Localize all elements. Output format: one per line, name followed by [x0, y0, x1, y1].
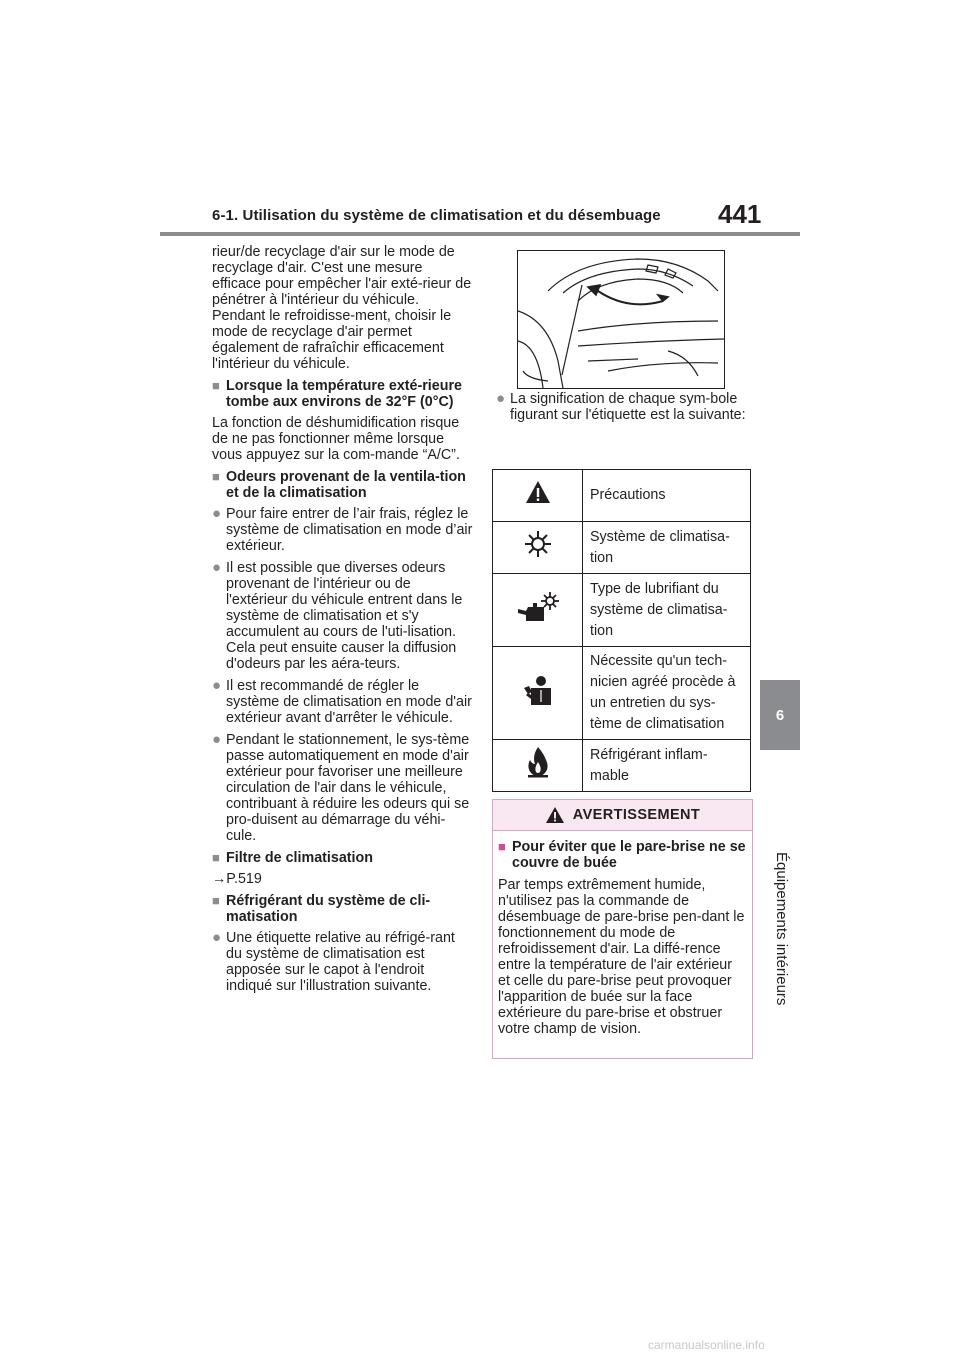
table-row: [493, 470, 751, 522]
square-bullet-icon: ■: [212, 893, 220, 908]
list-item: ● Il est possible que diverses odeurs provenant de l'intérieur ou de l'extérieur du véhicule entrent dans le système de climatisation et s'y accumulent au cours de l'uti-lisation. Cela peut ensuite causer la diffusion d'odeurs par les aéra-teurs.: [212, 559, 463, 672]
left-column: [212, 244, 474, 1000]
page-reference-link[interactable]: →P.519: [212, 871, 262, 887]
table-row: [493, 740, 751, 792]
chapter-label: Équipements intérieurs: [773, 852, 790, 1006]
intro-paragraph: rieur/de recyclage d'air sur le mode de recyclage d'air. C'est une mesure efficace pour empêcher l'air exté-rieur de pénétrer à l'intérieur du véhicule. Pendant le refroidisse-ment, choisir le mode de recyclage d'air permet également de rafraîchir efficacement l'intérieur du véhicule.: [212, 244, 472, 372]
chapter-tab[interactable]: 6: [760, 680, 800, 750]
symbol-intro: [496, 391, 746, 429]
list-item: ● Pour faire entrer de l’air frais, réglez le système de climatisation en mode d’air extérieur.: [212, 505, 473, 554]
heading-temperature: ■ Lorsque la température exté-rieure tombe aux environs de 32°F (0°C): [212, 378, 462, 410]
header-divider: [160, 232, 800, 236]
warning-body: [493, 831, 752, 1037]
list-item: ● Pendant le stationnement, le sys-tème passe automatiquement en mode d'air extérieur pour favoriser une meilleure circulation de l'air dans le véhicule, contribuant à réduire les odeurs qui se pro-duisent au démarrage du véhi-cule.: [212, 731, 470, 844]
list-item: ● Il est recommandé de régler le système de climatisation en mode d'air extérieur avant d'arrêter le véhicule.: [212, 677, 472, 726]
round-bullet-icon: ●: [212, 929, 222, 946]
technician-icon: [493, 647, 583, 740]
symbol-description: Précautions: [583, 470, 751, 522]
warning-triangle-icon: [493, 470, 583, 522]
oil-can-snowflake-icon: [493, 574, 583, 647]
warning-text: Par temps extrêmement humide, n'utilisez pas la commande de désembuage de pare-brise pen-dant le fonctionnement du mode de refroidissement d'air. La diffé-rence entre la température de l'air extérieur et celle du pare-brise peut provoquer l'apparition de buée sur la face extérieure du pare-brise et obstruer votre champ de vision.: [498, 877, 745, 1037]
warning-title: AVERTISSEMENT: [572, 807, 701, 823]
round-bullet-icon: ●: [496, 390, 506, 407]
flame-icon: [493, 740, 583, 792]
round-bullet-icon: ●: [212, 731, 222, 748]
square-bullet-icon: ■: [212, 469, 220, 484]
warning-triangle-icon: [545, 806, 565, 824]
heading-filter: ■ Filtre de climatisation: [212, 850, 373, 866]
warning-heading: ■ Pour éviter que le pare-brise ne se couvre de buée: [498, 839, 746, 871]
hood-label-illustration: [517, 250, 725, 389]
square-bullet-icon: ■: [498, 839, 506, 854]
table-row: [493, 574, 751, 647]
page-number: 441: [718, 199, 762, 229]
warning-box: [492, 799, 753, 1059]
square-bullet-icon: ■: [212, 850, 220, 865]
list-item: ● Une étiquette relative au réfrigé-rant du système de climatisation est apposée sur le capot à l'endroit indiqué sur l'illustration suivante.: [212, 929, 455, 994]
round-bullet-icon: ●: [212, 559, 222, 576]
square-bullet-icon: ■: [212, 378, 220, 393]
table-row: [493, 647, 751, 740]
snowflake-icon: [493, 522, 583, 574]
symbol-description: Réfrigérant inflam-mable: [583, 740, 751, 792]
heading-odors: ■ Odeurs provenant de la ventila-tion et de la climatisation: [212, 469, 466, 501]
symbol-description: Nécessite qu'un tech-nicien agréé procède à un entretien du sys-tème de climatisation: [583, 647, 751, 740]
warning-header: [493, 800, 752, 831]
round-bullet-icon: ●: [212, 677, 222, 694]
round-bullet-icon: ●: [212, 505, 222, 522]
symbol-description: Type de lubrifiant du système de climatisa-tion: [583, 574, 751, 647]
heading-refrigerant: ■ Réfrigérant du système de cli-matisation: [212, 893, 431, 925]
watermark-url: carmanualsonline.info: [648, 1338, 765, 1352]
table-row: [493, 522, 751, 574]
list-item: ● La signification de chaque sym-bole figurant sur l'étiquette est la suivante:: [496, 390, 746, 423]
symbol-description: Système de climatisa-tion: [583, 522, 751, 574]
car-hood-open-icon: [518, 251, 724, 388]
paragraph-dehumidification: La fonction de déshumidification risque de ne pas fonctionner même lorsque vous appuyez sur la com-mande “A/C”.: [212, 415, 460, 463]
symbol-table: [492, 469, 751, 792]
section-title: 6-1. Utilisation du système de climatisation et du désembuage: [212, 207, 661, 224]
